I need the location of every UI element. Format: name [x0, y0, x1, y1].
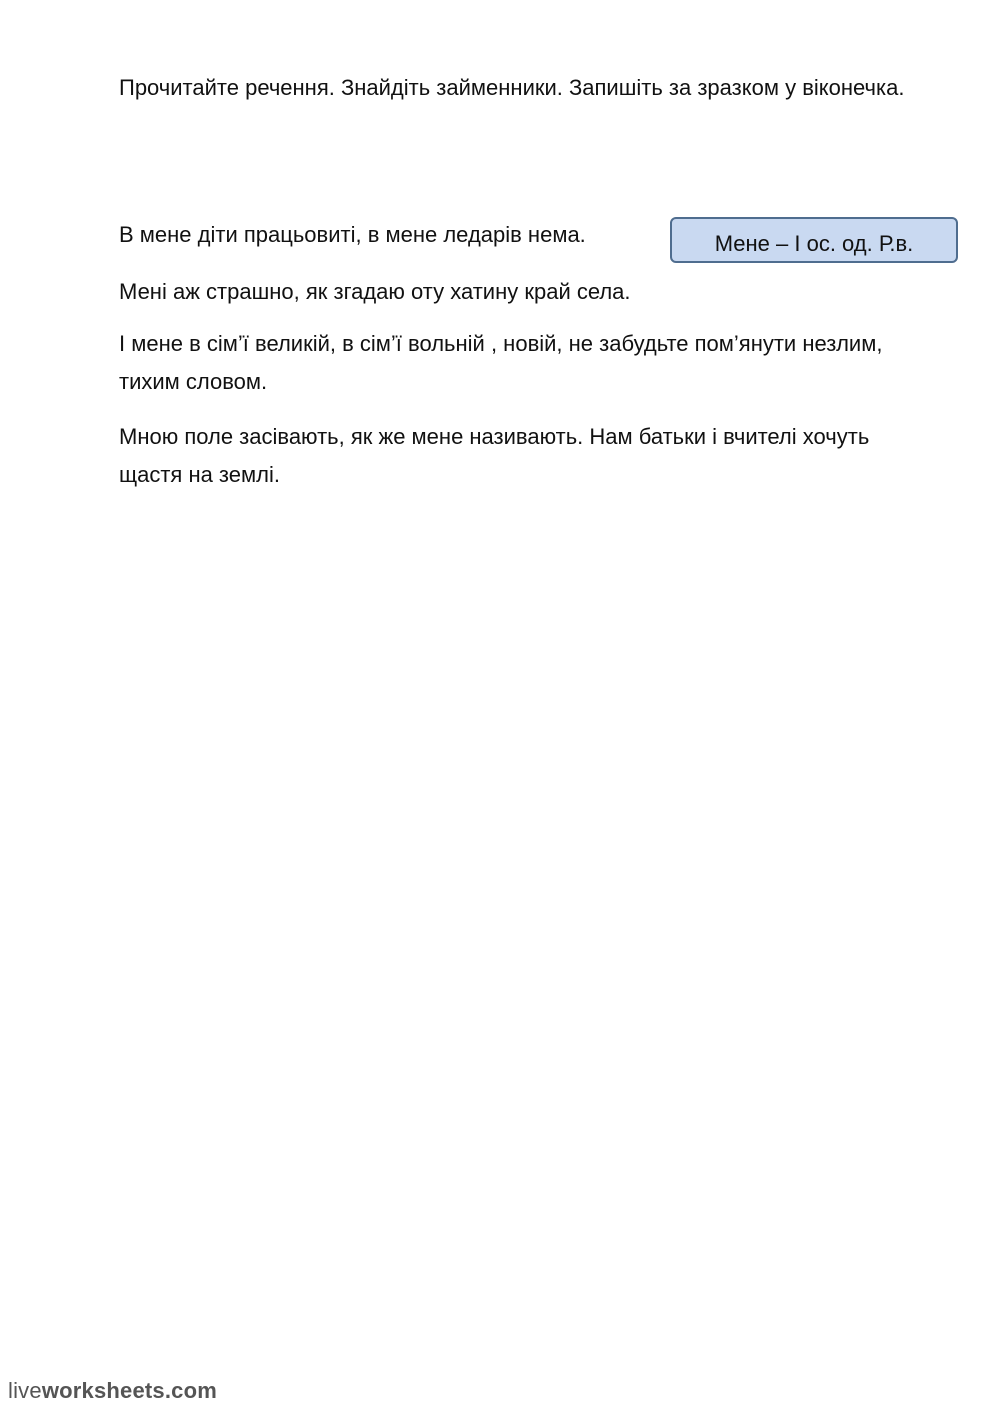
instruction-text: Прочитайте речення. Знайдіть займенники. Запишіть за зразком у віконечка.	[119, 75, 905, 100]
liveworksheets-logo	[8, 1378, 217, 1404]
logo-bold: worksheets	[41, 1378, 165, 1403]
logo-suffix: .com	[164, 1378, 218, 1403]
sample-answer-box[interactable]: Мене – І ос. од. Р.в.	[670, 217, 958, 263]
sentence-3: І мене в сім’ї великій, в сім’ї вольній , новій, не забудьте пом’янути незлим, тихим словом.	[119, 331, 883, 394]
sentence-2: Мені аж страшно, як згадаю оту хатину край села.	[119, 279, 631, 304]
sentence-1: В мене діти працьовиті, в мене ледарів нема.	[119, 222, 586, 247]
sentence-4: Мною поле засівають, як же мене називають. Нам батьки і вчителі хочуть щастя на землі.	[119, 424, 870, 487]
logo-prefix: live	[8, 1378, 42, 1403]
